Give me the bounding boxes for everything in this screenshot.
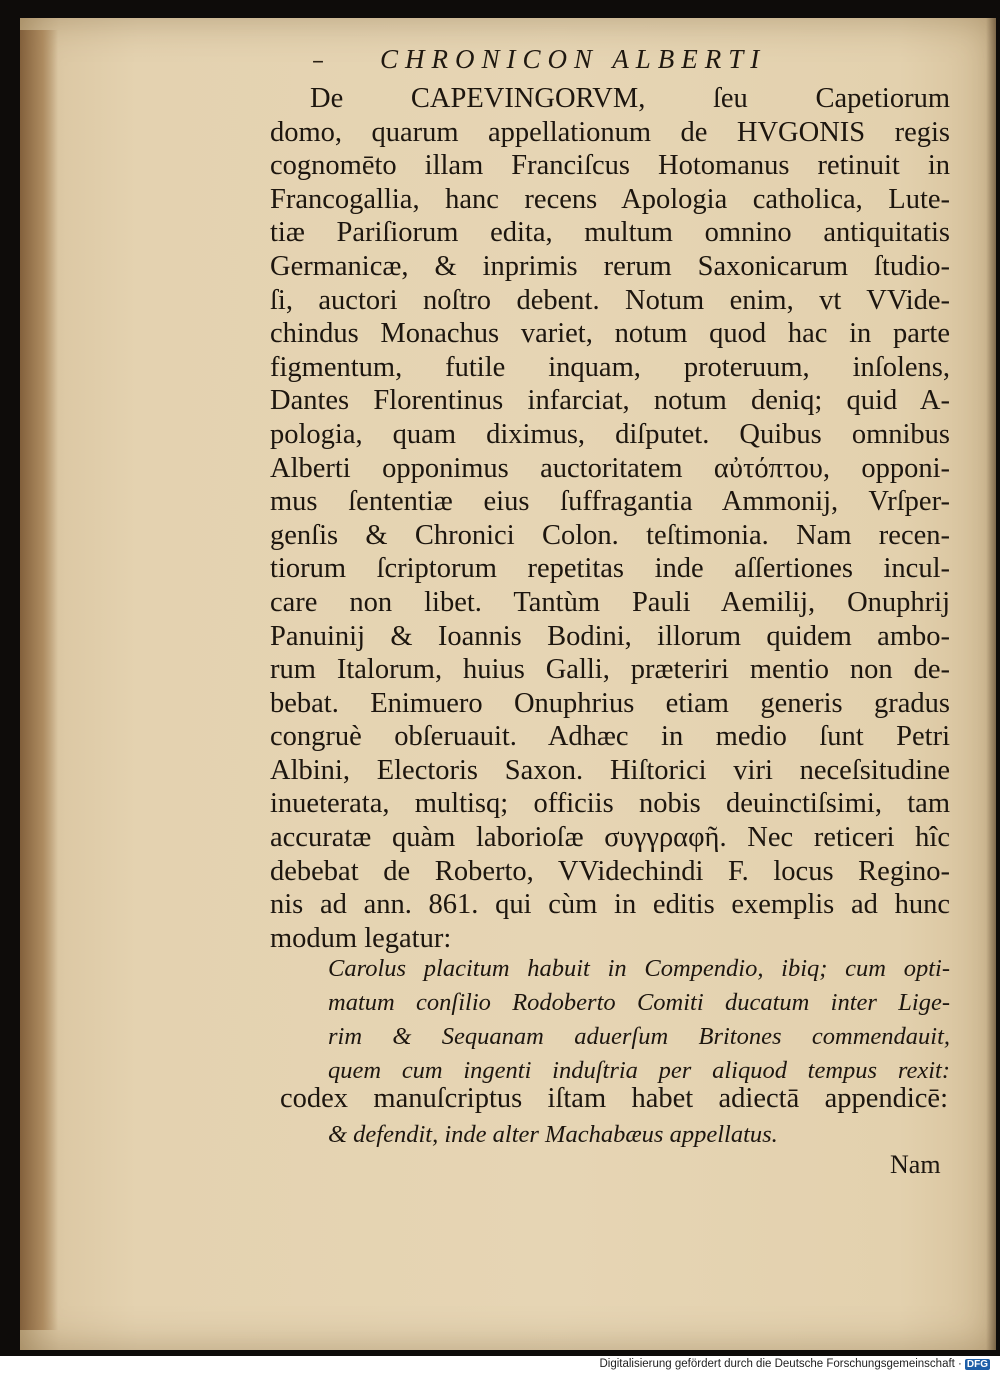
text-line: De CAPEVINGORVM, ſeu Capetiorum xyxy=(310,83,950,114)
text-line: figmentum, futile inquam, proteruum, inſolens, xyxy=(270,351,950,383)
text-line: tiæ Pariſiorum edita, multum omnino antiquitatis xyxy=(270,217,950,249)
text-line: ſi, auctori noſtro debent. Notum enim, vt VVide- xyxy=(270,284,950,316)
quote-line: Carolus placitum habuit in Compendio, ibiq; cum opti- xyxy=(328,955,950,982)
footer-bar xyxy=(0,1356,1000,1378)
footer-credit xyxy=(599,1358,990,1370)
text-line: rum Italorum, huius Galli, præteriri mentio non de- xyxy=(270,654,950,686)
text-line: care non libet. Tantùm Pauli Aemilij, Onuphrij xyxy=(270,586,950,618)
quote-line: matum conſilio Rodoberto Comiti ducatum inter Lige- xyxy=(328,989,950,1016)
text-line: Panuinij & Ioannis Bodini, illorum quidem ambo- xyxy=(270,620,950,652)
dfg-logo-icon: DFG xyxy=(966,1359,988,1370)
page-edge-shadow xyxy=(986,18,996,1350)
page-gutter-shadow xyxy=(20,30,58,1330)
text-line: domo, quarum appellationum de HVGONIS regis xyxy=(270,116,950,148)
running-head: CHRONICON ALBERTI xyxy=(380,44,767,74)
text-line: congruè obſeruauit. Adhæc in medio ſunt Petri xyxy=(270,721,950,753)
text-line: bebat. Enimuero Onuphrius etiam generis gradus xyxy=(270,687,950,719)
text-line: debebat de Roberto, VVidechindi F. locus Regino- xyxy=(270,855,950,887)
text-line: mus ſententiæ eius ſuffragantia Ammonij, Vrſper- xyxy=(270,486,950,518)
appendix-quote: & defendit, inde alter Machabæus appellatus. xyxy=(328,1121,778,1148)
text-line: inueterata, multisq; officiis nobis deuinctiſsimi, tam xyxy=(270,788,950,820)
footer-credit-text: Digitalisierung gefördert durch die Deutsche Forschungsgemeinschaft · xyxy=(599,1358,962,1370)
text-line: Albini, Electoris Saxon. Hiſtorici viri neceſsitudine xyxy=(270,754,950,786)
catchword: Nam xyxy=(890,1150,941,1179)
body-text xyxy=(270,82,950,955)
text-line: pologia, quam diximus, diſputet. Quibus omnibus xyxy=(270,418,950,450)
quotation-block xyxy=(328,952,950,1088)
codex-line: codex manuſcriptus iſtam habet adiectā appendicē: xyxy=(280,1083,948,1114)
text-line: Germanicæ, & inprimis rerum Saxonicarum ſtudio- xyxy=(270,250,950,282)
text-line: nis ad ann. 861. qui cùm in editis exemplis ad hunc xyxy=(270,889,950,921)
text-line: Alberti opponimus auctoritatem αὐτόπτου, opponi- xyxy=(270,452,950,484)
text-line: Dantes Florentinus infarciat, notum deniq; quid A- xyxy=(270,385,950,417)
quote-line: rim & Sequanam aduerſum Britones commendauit, xyxy=(328,1023,950,1050)
text-line: modum legatur: xyxy=(270,922,452,954)
text-line: chindus Monachus variet, notum quod hac in parte xyxy=(270,318,950,350)
text-line: Francogallia, hanc recens Apologia catholica, Lute- xyxy=(270,183,950,215)
text-line: cognomēto illam Franciſcus Hotomanus retinuit in xyxy=(270,150,950,182)
text-line: genſis & Chronici Colon. teſtimonia. Nam recen- xyxy=(270,519,950,551)
text-line: tiorum ſcriptorum repetitas inde aſſertiones incul- xyxy=(270,553,950,585)
quote-line: quem cum ingenti induſtria per aliquod tempus rexit: xyxy=(328,1057,950,1084)
running-head-dash: – xyxy=(312,46,324,74)
text-line: accuratæ quàm laborioſæ συγγραφῆ. Nec reticeri hîc xyxy=(270,822,950,854)
